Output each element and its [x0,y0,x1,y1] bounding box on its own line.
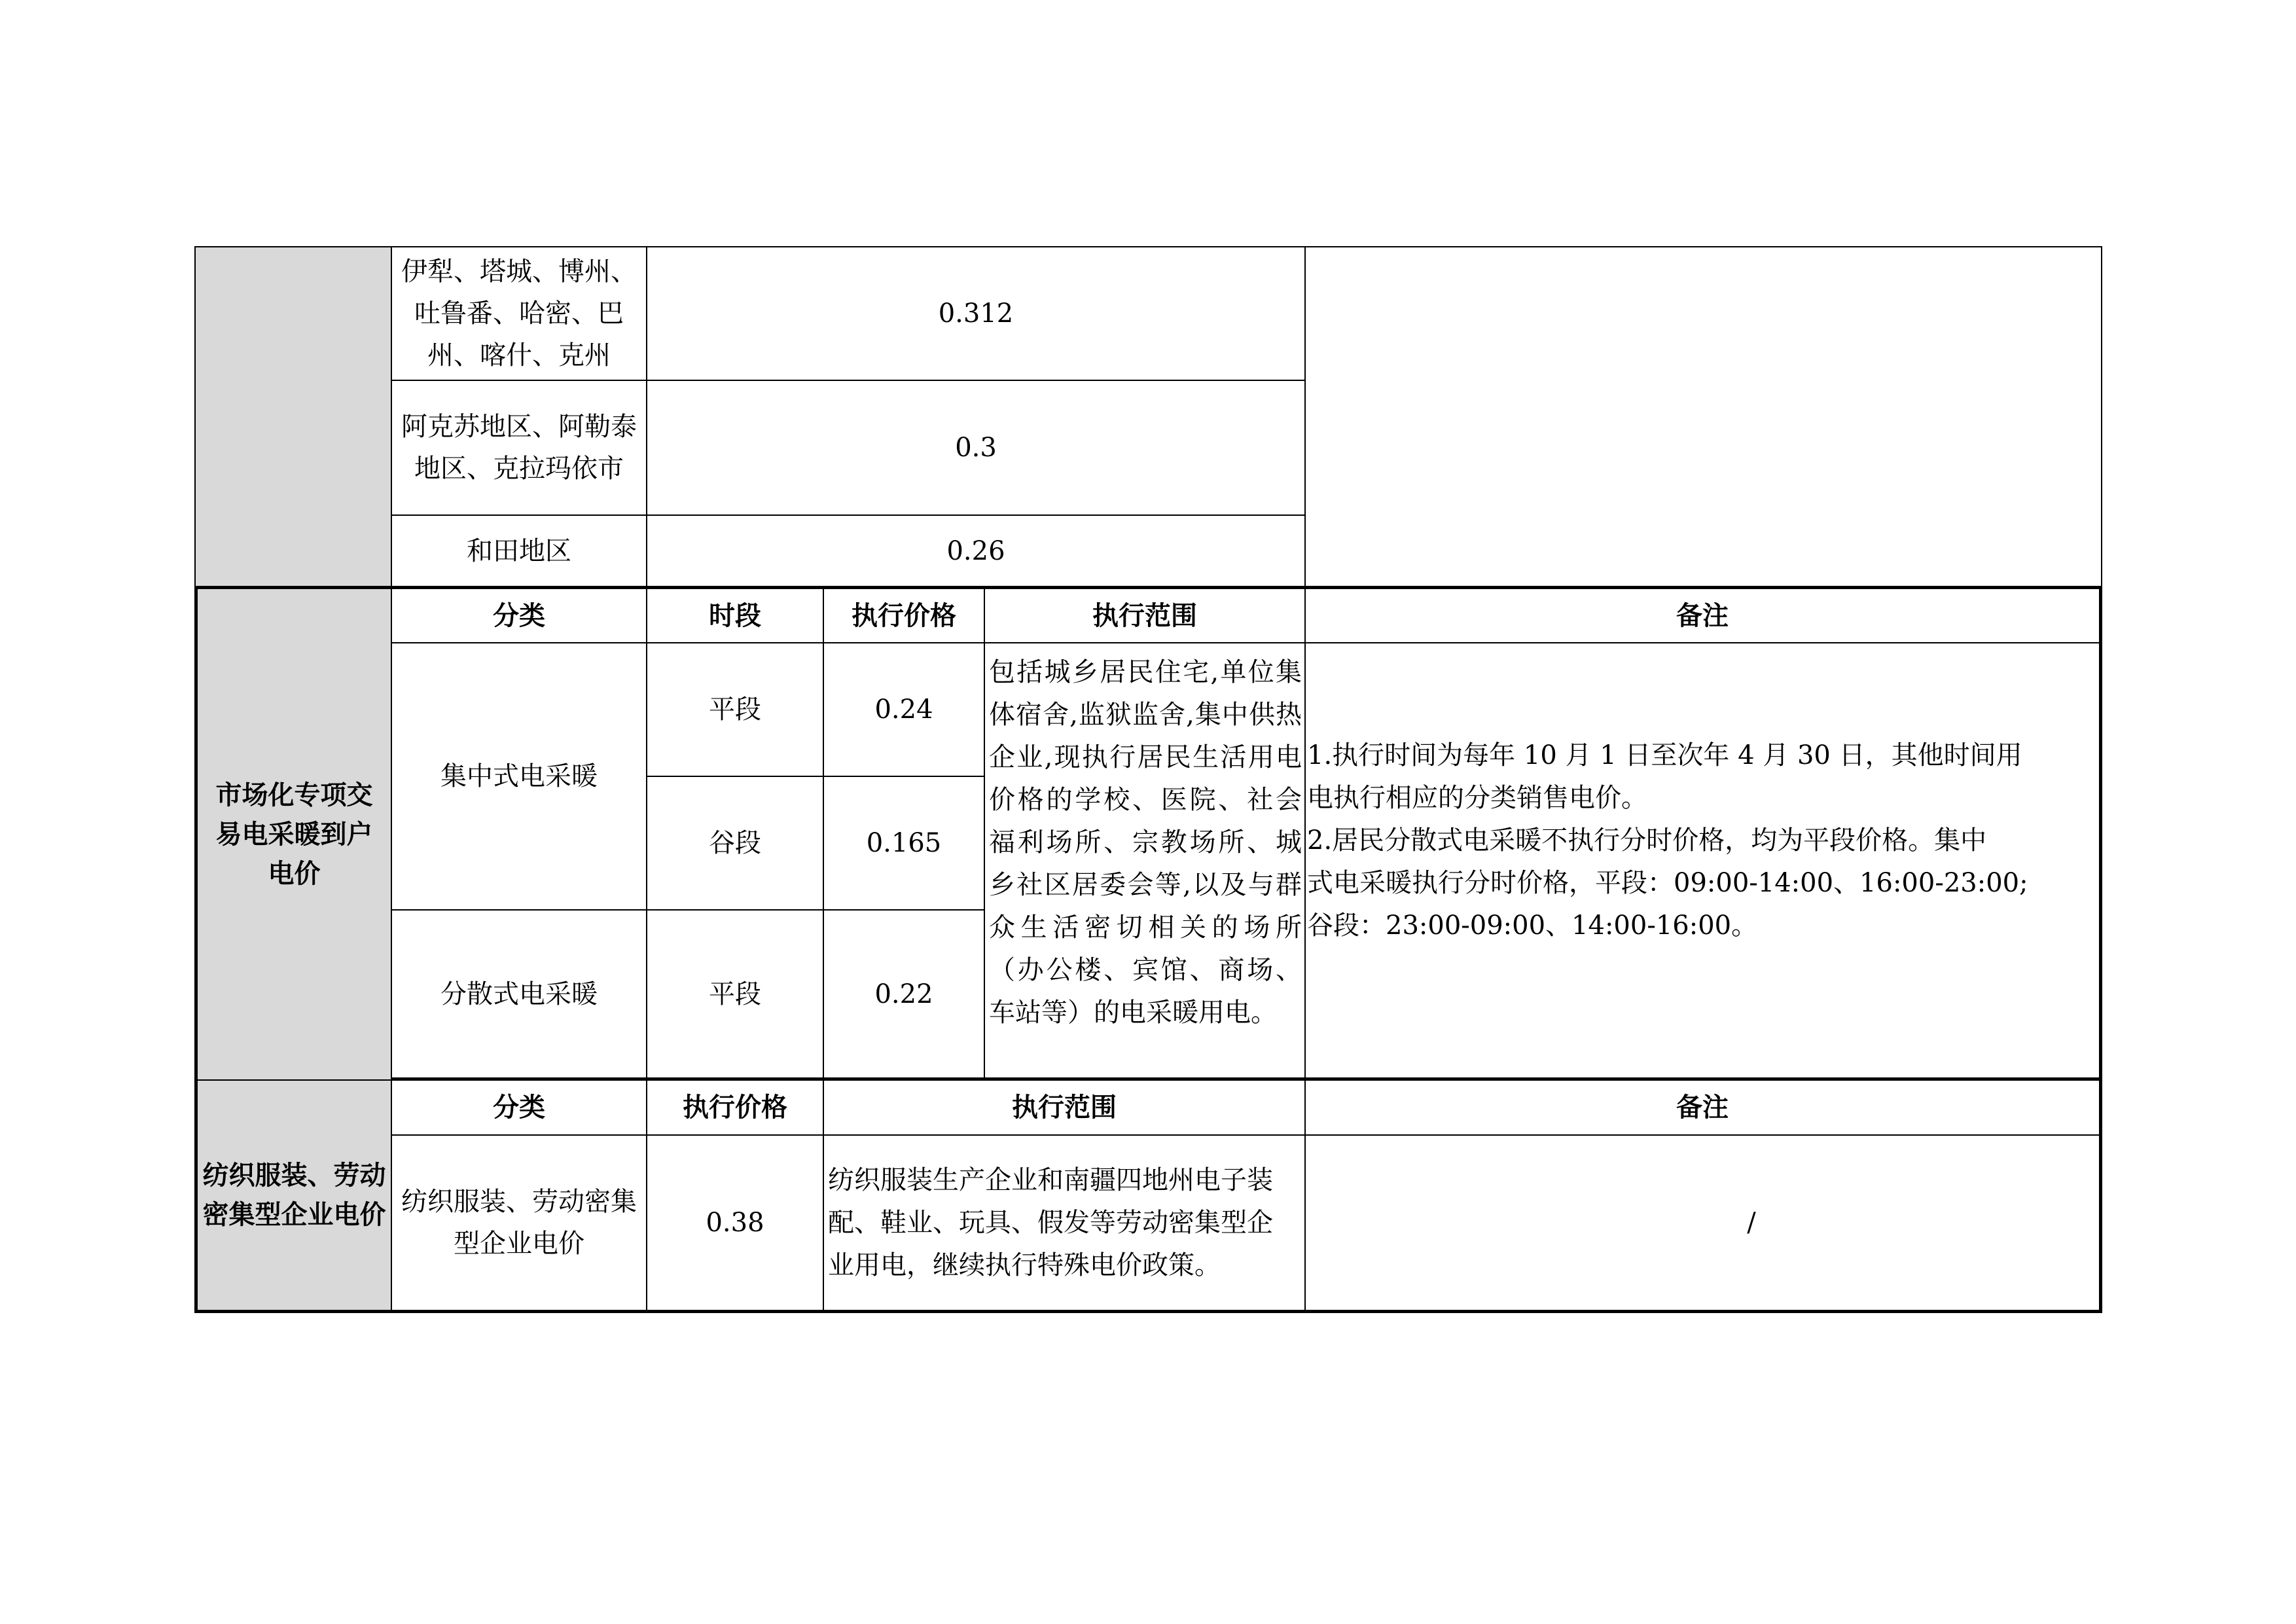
region-text: 和田地区 [467,535,571,566]
s3-header-remark-text: 备注 [1676,1092,1729,1123]
section1-price-cell-1 [646,246,1306,381]
header-period [646,586,824,643]
header-remark [1304,586,2102,643]
section1-remark-cell [1304,246,2102,587]
remark-line-5: 谷段：23:00-09:00、14:00-16:00。 [1307,911,1758,941]
section1-region-cell-2 [391,380,647,516]
remark-cell [1304,642,2102,1081]
region-text: 伊犁、塔城、博州、吐鲁番、哈密、巴州、喀什、克州 [401,257,637,370]
valley-period-cell [646,776,824,911]
centralized-heating-cell [391,642,647,911]
flat-period-label: 平段 [709,695,761,725]
s3-scope-text: 纺织服装生产企业和南疆四地州电子装配、鞋业、玩具、假发等劳动密集型企业用电，继续执行特殊电价政策。 [828,1164,1273,1280]
s3-header-category-text: 分类 [493,1092,545,1123]
price-value: 0.26 [946,535,1005,566]
section1-price-cell-2 [646,380,1306,516]
header-scope [984,586,1306,643]
header-category-text: 分类 [493,600,545,631]
s3-header-remark [1304,1079,2102,1136]
region-text: 阿克苏地区、阿勒泰地区、克拉玛依市 [401,412,637,484]
valley-period-label: 谷段 [709,828,761,858]
distributed-heating-cell [391,909,647,1081]
flat-period-cell [646,642,824,777]
section1-region-cell-3 [391,514,647,587]
header-price [823,586,985,643]
distributed-period-cell [646,909,824,1081]
section3-title-cell [194,1079,392,1313]
header-scope-text: 执行范围 [1092,600,1197,631]
distributed-price-cell [823,909,985,1081]
header-remark-text: 备注 [1676,600,1729,631]
header-category [391,586,647,643]
s3-remark-cell [1304,1134,2102,1313]
header-price-text: 执行价格 [852,600,956,631]
section1-region-cell-1 [391,246,647,381]
s3-header-category [391,1079,647,1136]
s3-header-scope [823,1079,1306,1136]
section2-title: 市场化专项交易电采暖到户电价 [215,780,373,889]
scope-text: 包括城乡居民住宅,单位集体宿舍,监狱监舍,集中供热企业,现执行居民生活用电价格的学校、医院、社会福利场所、宗教场所、城乡社区居委会等,以及与群众生活密切相关的场所（办公楼、宾馆、商场、车站等）的电采暖用电。 [989,657,1302,1028]
section2-title-cell [194,586,392,1081]
flat-price-cell [823,642,985,777]
s3-header-price [646,1079,824,1136]
section3-title: 纺织服装、劳动密集型企业电价 [202,1161,386,1230]
remark-text [1307,734,2099,947]
remark-line-3: 2.居民分散式电采暖不执行分时价格，均为平段价格。集中 [1307,825,1987,856]
centralized-heating-label: 集中式电采暖 [440,761,598,791]
s3-category-text: 纺织服装、劳动密集型企业电价 [401,1187,637,1259]
price-value: 0.312 [938,298,1014,329]
distributed-price-value: 0.22 [874,979,933,1009]
remark-line-2: 电执行相应的分类销售电价。 [1307,783,1647,813]
s3-header-price-text: 执行价格 [683,1092,787,1123]
header-period-text: 时段 [709,600,761,631]
s3-price-cell [646,1134,824,1313]
remark-line-1: 1.执行时间为每年 10 月 1 日至次年 4 月 30 日，其他时间用 [1307,740,2022,770]
s3-header-scope-text: 执行范围 [1012,1092,1117,1123]
s3-price-value: 0.38 [706,1208,764,1238]
remark-line-4: 式电采暖执行分时价格，平段：09:00-14:00、16:00-23:00; [1307,868,2028,898]
s3-remark-slash: / [1747,1208,1756,1238]
valley-price-value: 0.165 [866,828,942,858]
s3-category-cell [391,1134,647,1313]
price-value: 0.3 [955,433,997,463]
distributed-period-label: 平段 [709,979,761,1009]
distributed-heating-label: 分散式电采暖 [440,979,598,1009]
flat-price-value: 0.24 [874,695,933,725]
section1-price-cell-3 [646,514,1306,587]
s3-scope-cell [823,1134,1306,1313]
valley-price-cell [823,776,985,911]
section1-label-cell [194,246,392,587]
scope-cell [984,642,1306,1081]
